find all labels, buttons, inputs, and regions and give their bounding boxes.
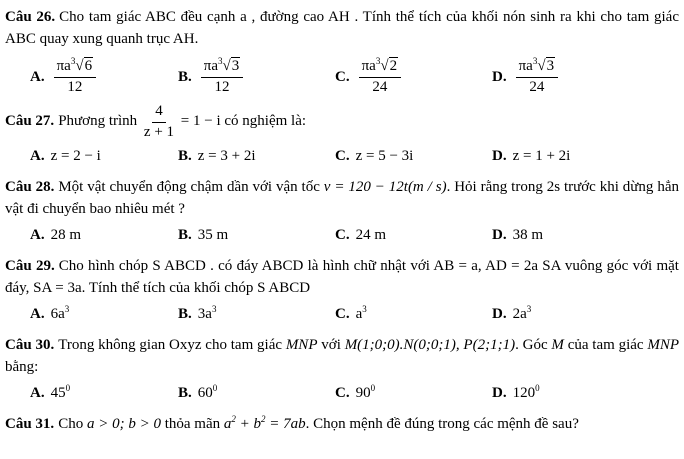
question-27-label: Câu 27. <box>5 112 55 129</box>
option-letter: A. <box>30 227 45 243</box>
option-letter: D. <box>492 227 507 243</box>
fraction <box>144 102 174 141</box>
option-26-c <box>335 57 492 96</box>
degree-exponent: 0 <box>535 383 540 393</box>
degree-exponent: 0 <box>370 383 376 393</box>
question-31-label: Câu 31. <box>5 416 55 432</box>
question-26-text <box>5 6 679 50</box>
question-30-text <box>5 334 679 378</box>
question-28-options <box>5 224 679 246</box>
question-27-post: = 1 − i có nghiệm là: <box>180 112 307 129</box>
option-29-c <box>335 303 492 325</box>
option-value <box>513 303 532 325</box>
question-31-seg1: Cho <box>58 416 84 432</box>
option-letter: B. <box>178 306 192 322</box>
question-31-seg2: thỏa mãn <box>164 416 221 432</box>
fraction-denominator: 24 <box>529 79 545 95</box>
option-value: z = 5 − 3i <box>355 148 414 164</box>
question-29-pre: Cho hình chóp S ABCD . có đáy ABCD là hình chữ nhật với <box>58 258 430 274</box>
question-31-text <box>5 413 679 435</box>
fraction <box>516 57 558 96</box>
option-letter: A. <box>30 385 45 401</box>
option-28-c <box>335 224 492 246</box>
question-28-label: Câu 28. <box>5 179 55 195</box>
question-27 <box>5 102 679 167</box>
question-29-options <box>5 303 679 325</box>
option-letter: B. <box>178 385 192 401</box>
fraction-denominator: 24 <box>372 79 388 95</box>
option-30-c <box>335 382 492 404</box>
exponent: 2 <box>231 414 236 424</box>
coefficient: πa <box>56 58 71 74</box>
option-base: 120 <box>512 385 536 401</box>
option-27-a <box>30 145 178 167</box>
option-letter: C. <box>335 227 350 243</box>
exponent: 3 <box>70 56 76 66</box>
fraction <box>359 57 401 96</box>
exponent: 3 <box>375 56 381 66</box>
coefficient: πa <box>361 58 376 74</box>
option-29-b <box>178 303 335 325</box>
fraction <box>54 57 96 96</box>
radical-icon: √ <box>75 58 84 74</box>
points-coordinates: M(1;0;0).N(0;0;1), P(2;1;1) <box>344 337 516 353</box>
question-26 <box>5 6 679 96</box>
radical-icon: √ <box>537 58 546 74</box>
fraction-denominator: z + 1 <box>143 124 175 140</box>
fraction-numerator <box>516 57 558 78</box>
question-29-label: Câu 29. <box>5 258 55 274</box>
option-letter: A. <box>30 148 45 164</box>
option-value: z = 3 + 2i <box>197 148 256 164</box>
question-27-pre: Phương trình <box>58 112 138 129</box>
dimensions-formula: AB = a, AD = 2a <box>433 258 538 274</box>
fraction-numerator: 4 <box>152 102 166 123</box>
option-28-d <box>492 224 679 246</box>
fraction <box>201 57 243 96</box>
option-letter: D. <box>492 68 507 85</box>
question-27-text <box>5 102 679 141</box>
option-29-d <box>492 303 679 325</box>
option-letter: D. <box>492 148 507 164</box>
option-letter: A. <box>30 68 45 85</box>
option-28-b <box>178 224 335 246</box>
fraction-numerator <box>359 57 401 78</box>
question-28-text <box>5 176 679 220</box>
question-31-seg3: . Chọn mệnh đề đúng trong các mệnh đề sau? <box>305 416 579 432</box>
radical-icon: √ <box>380 58 389 74</box>
option-base: 60 <box>197 385 213 401</box>
option-base: 90 <box>355 385 371 401</box>
option-base: 3a <box>197 306 212 322</box>
velocity-formula: v = 120 − 12t(m / s) <box>323 179 447 195</box>
option-30-a <box>30 382 178 404</box>
option-27-c <box>335 145 492 167</box>
option-letter: B. <box>178 148 192 164</box>
option-letter: B. <box>178 227 192 243</box>
option-26-d <box>492 57 679 96</box>
question-30-seg1: Trong không gian Oxyz cho tam giác <box>58 337 283 353</box>
coefficient: πa <box>518 58 533 74</box>
radical-icon: √ <box>222 58 231 74</box>
question-26-body: Cho tam giác ABC đều cạnh a , đường cao AH . Tính thể tích của khối nón sinh ra khi cho tam giác ABC quay xung quanh trục AH. <box>5 9 679 47</box>
question-29-text <box>5 255 679 299</box>
option-letter: C. <box>335 385 350 401</box>
question-30-seg2: với <box>321 337 341 353</box>
option-value <box>198 303 217 325</box>
fraction-numerator <box>201 57 243 78</box>
option-letter: D. <box>492 385 507 401</box>
option-letter: A. <box>30 306 45 322</box>
question-26-options <box>5 57 679 96</box>
option-30-d <box>492 382 679 404</box>
question-28-post: . Hỏi rằng trong 2s trước khi dừng hẳn vật đi chuyển bao nhiêu mét ? <box>5 179 679 217</box>
term-b: + b <box>239 416 261 432</box>
option-value: 35 m <box>197 227 229 243</box>
option-base: a <box>355 306 363 322</box>
option-value <box>356 303 367 325</box>
option-exponent: 3 <box>64 304 70 314</box>
option-value <box>51 382 71 404</box>
question-30-seg5: bằng: <box>5 359 39 375</box>
term-a: a <box>223 416 232 432</box>
question-30-seg3: . Góc <box>515 337 548 353</box>
exponent: 3 <box>218 56 223 66</box>
triangle-name: MNP <box>285 337 318 353</box>
option-exponent: 3 <box>211 304 217 314</box>
question-26-label: Câu 26. <box>5 9 56 25</box>
option-value: 38 m <box>512 227 544 243</box>
question-29 <box>5 255 679 325</box>
question-28-pre: Một vật chuyển động chậm dần với vận tốc <box>58 179 320 195</box>
option-value: 24 m <box>355 227 387 243</box>
conditions-formula: a > 0; b > 0 <box>86 416 161 432</box>
option-value <box>51 303 70 325</box>
radicand: 3 <box>231 58 240 74</box>
option-letter: C. <box>335 68 350 85</box>
question-30-seg4: của tam giác <box>567 337 644 353</box>
fraction-denominator: 12 <box>214 79 230 95</box>
option-value <box>356 382 376 404</box>
option-base: 6a <box>50 306 65 322</box>
question-29-post: SA vuông góc với mặt đáy, SA = 3a. Tính thể tích của khối chóp S ABCD <box>5 258 679 296</box>
option-29-a <box>30 303 178 325</box>
option-letter: B. <box>178 68 192 85</box>
option-value <box>513 382 540 404</box>
option-value: 28 m <box>50 227 82 243</box>
question-30-options <box>5 382 679 404</box>
option-exponent: 3 <box>526 304 532 314</box>
question-30 <box>5 334 679 404</box>
question-30-label: Câu 30. <box>5 337 55 353</box>
option-26-a <box>30 57 178 96</box>
radicand: 2 <box>389 58 398 74</box>
option-26-b <box>178 57 335 96</box>
option-27-d <box>492 145 679 167</box>
equation-formula <box>224 416 306 432</box>
option-value: z = 2 − i <box>50 148 101 164</box>
option-letter: C. <box>335 148 350 164</box>
vertex-name: M <box>551 337 564 353</box>
radicand: 3 <box>546 58 555 74</box>
option-value <box>198 382 218 404</box>
option-base: 45 <box>50 385 66 401</box>
degree-exponent: 0 <box>65 383 71 393</box>
option-exponent: 3 <box>362 304 367 314</box>
option-28-a <box>30 224 178 246</box>
coefficient: πa <box>203 58 218 74</box>
question-27-options <box>5 145 679 167</box>
option-base: 2a <box>512 306 527 322</box>
fraction-denominator: 12 <box>67 79 83 95</box>
degree-exponent: 0 <box>212 383 218 393</box>
term-c: = 7ab <box>269 416 306 432</box>
question-31 <box>5 413 679 435</box>
fraction-numerator <box>54 57 96 78</box>
option-30-b <box>178 382 335 404</box>
option-value: z = 1 + 2i <box>512 148 571 164</box>
option-letter: D. <box>492 306 507 322</box>
option-letter: C. <box>335 306 350 322</box>
exponent: 2 <box>260 414 266 424</box>
option-27-b <box>178 145 335 167</box>
exponent: 3 <box>532 56 538 66</box>
radicand: 6 <box>84 58 93 74</box>
question-28 <box>5 176 679 246</box>
triangle-name: MNP <box>647 337 680 353</box>
